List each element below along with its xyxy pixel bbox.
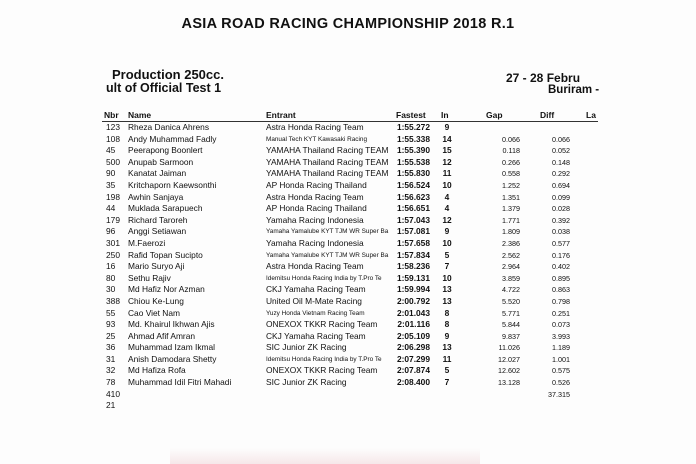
cell-in: 10 [442, 179, 452, 190]
cell-name: Anupab Sarmoon [128, 156, 194, 167]
cell-gap: 1.771 [502, 215, 520, 225]
cell-name: Sethu Rajiv [128, 272, 171, 283]
cell-entrant: Astra Honda Racing Team [266, 122, 364, 132]
table-row [0, 308, 696, 320]
cell-fastest: 1:56.623 [396, 191, 430, 202]
cell-entrant: Yamaha Yamalube KYT TJM WR Super Ba [266, 228, 389, 236]
cell-gap: 13.128 [498, 378, 520, 388]
cell-name: Cao Viet Nam [128, 307, 180, 318]
cell-nbr: 21 [106, 400, 116, 411]
cell-name: Muhammad Idil Fitri Mahadi [128, 377, 232, 388]
cell-nbr: 44 [106, 203, 116, 214]
cell-nbr: 25 [106, 330, 116, 341]
cell-in: 4 [444, 191, 450, 202]
cell-diff: 0.798 [552, 296, 570, 306]
cell-in: 13 [442, 295, 452, 306]
cell-diff: 3.993 [552, 331, 570, 341]
cell-entrant: Yuzy Honda Vietnam Racing Team [266, 309, 365, 317]
cell-gap: 0.558 [502, 169, 520, 179]
cell-name: Awhin Sanjaya [128, 191, 184, 202]
cell-entrant: Yamaha Yamalube KYT TJM WR Super Ba [266, 251, 389, 259]
cell-entrant: AP Honda Racing Thailand [266, 203, 367, 214]
cell-fastest: 1:55.390 [396, 145, 430, 156]
cell-diff: 0.575 [552, 366, 570, 376]
results-table-body [0, 122, 696, 412]
cell-in: 15 [442, 145, 452, 156]
cell-name: Ahmad Afif Amran [128, 330, 196, 341]
cell-in: 13 [442, 342, 452, 353]
cell-name: Md Hafiz Nor Azman [128, 284, 205, 295]
cell-fastest: 1:55.272 [396, 122, 430, 132]
cell-in: 11 [442, 168, 452, 179]
cell-nbr: 179 [106, 214, 120, 225]
table-row [0, 168, 696, 180]
cell-fastest: 1:58.236 [396, 261, 430, 272]
bottom-blur [170, 448, 480, 464]
table-row [0, 284, 696, 296]
cell-nbr: 55 [106, 307, 116, 318]
cell-entrant: ONEXOX TKKR Racing Team [266, 319, 378, 330]
header-nbr: Nbr [104, 110, 119, 120]
cell-in: 14 [442, 133, 452, 144]
cell-gap: 0.066 [502, 134, 520, 144]
event-venue: Buriram - [548, 84, 600, 96]
header-diff: Diff [540, 110, 555, 120]
cell-diff: 0.292 [552, 169, 570, 179]
cell-diff: 37.315 [548, 389, 570, 399]
cell-diff: 0.052 [552, 146, 570, 156]
table-row [0, 389, 696, 401]
cell-nbr: 78 [106, 377, 116, 388]
cell-diff: 0.066 [552, 134, 570, 144]
cell-fastest: 1:55.830 [396, 168, 430, 179]
cell-entrant: SIC Junior ZK Racing [266, 377, 347, 388]
cell-gap: 2.562 [502, 250, 520, 260]
cell-name: Andy Muhammad Fadly [128, 133, 217, 144]
cell-fastest: 2:01.116 [397, 319, 430, 330]
cell-nbr: 500 [106, 156, 120, 167]
table-row [0, 331, 696, 343]
header-fastest: Fastest [396, 110, 426, 120]
table-row [0, 215, 696, 227]
cell-in: 9 [444, 330, 450, 341]
cell-gap: 1.252 [502, 180, 520, 190]
cell-nbr: 90 [106, 168, 116, 179]
cell-name: Anggi Setiawan [128, 226, 187, 237]
cell-nbr: 16 [106, 261, 116, 272]
cell-fastest: 1:57.043 [396, 214, 430, 225]
cell-fastest: 1:57.658 [396, 237, 430, 248]
cell-nbr: 123 [106, 122, 120, 132]
cell-entrant: United Oil M-Mate Racing [266, 295, 362, 306]
cell-gap: 9.837 [502, 331, 520, 341]
cell-name: Muklada Sarapuech [128, 203, 203, 214]
cell-fastest: 2:05.109 [396, 330, 430, 341]
cell-fastest: 2:08.400 [396, 377, 430, 388]
cell-gap: 2.964 [502, 262, 520, 272]
cell-diff: 0.392 [552, 215, 570, 225]
cell-entrant: AP Honda Racing Thailand [266, 179, 367, 190]
cell-entrant: YAMAHA Thailand Racing TEAM [266, 156, 389, 167]
cell-in: 5 [444, 249, 450, 260]
cell-entrant: SIC Junior ZK Racing [266, 342, 347, 353]
cell-in: 12 [442, 214, 452, 225]
cell-diff: 0.402 [552, 262, 570, 272]
cell-name: Kritchaporn Kaewsonthi [128, 179, 217, 190]
table-row [0, 157, 696, 169]
cell-in: 11 [442, 353, 452, 364]
cell-in: 7 [444, 261, 450, 272]
cell-diff: 0.038 [552, 227, 570, 237]
cell-diff: 0.099 [552, 192, 570, 202]
cell-entrant: Manual Tech KYT Kawasaki Racing [266, 135, 368, 143]
cell-nbr: 388 [106, 295, 120, 306]
cell-fastest: 1:55.538 [396, 156, 430, 167]
cell-gap: 0.266 [502, 157, 520, 167]
table-row [0, 342, 696, 354]
table-row [0, 400, 696, 412]
cell-fastest: 2:01.043 [396, 307, 430, 318]
cell-in: 5 [444, 365, 450, 376]
cell-nbr: 36 [106, 342, 116, 353]
cell-fastest: 2:06.298 [396, 342, 430, 353]
cell-fastest: 1:57.834 [396, 249, 430, 260]
table-row [0, 261, 696, 273]
cell-diff: 0.148 [552, 157, 570, 167]
cell-nbr: 31 [106, 353, 116, 364]
table-row [0, 203, 696, 215]
cell-nbr: 108 [106, 133, 120, 144]
table-row [0, 377, 696, 389]
cell-name: M.Faerozi [128, 237, 166, 248]
cell-name: Md. Khairul Ikhwan Ajis [128, 319, 215, 330]
cell-diff: 0.863 [552, 285, 570, 295]
cell-entrant: YAMAHA Thailand Racing TEAM [266, 145, 389, 156]
header-in: In [441, 110, 449, 120]
cell-entrant: Astra Honda Racing Team [266, 261, 364, 272]
cell-gap: 12.027 [498, 354, 520, 364]
event-dates: 27 - 28 Febru [506, 71, 581, 85]
cell-gap: 0.118 [502, 146, 520, 156]
cell-entrant: Idemitsu Honda Racing India by T.Pro Te [266, 355, 382, 363]
cell-fastest: 1:59.994 [396, 284, 430, 295]
cell-fastest: 1:56.651 [396, 203, 430, 214]
cell-diff: 0.176 [552, 250, 570, 260]
cell-gap: 11.026 [498, 343, 520, 353]
table-row [0, 180, 696, 192]
cell-diff: 0.694 [552, 180, 570, 190]
header-gap: Gap [486, 110, 503, 120]
header-entrant: Entrant [266, 110, 296, 120]
table-row [0, 145, 696, 157]
cell-fastest: 1:56.524 [396, 179, 430, 190]
cell-name: Rheza Danica Ahrens [128, 122, 210, 132]
table-row [0, 192, 696, 204]
table-row [0, 296, 696, 308]
cell-gap: 1.809 [502, 227, 520, 237]
cell-name: Mario Suryo Aji [128, 261, 185, 272]
cell-in: 4 [444, 203, 450, 214]
cell-entrant: CKJ Yamaha Racing Team [266, 284, 366, 295]
cell-gap: 4.722 [502, 285, 520, 295]
table-row [0, 226, 696, 238]
cell-nbr: 96 [106, 226, 116, 237]
cell-gap: 1.379 [502, 204, 520, 214]
cell-in: 7 [444, 377, 450, 388]
cell-gap: 5.844 [502, 320, 520, 330]
cell-gap: 2.386 [502, 238, 520, 248]
cell-entrant: Yamaha Racing Indonesia [266, 237, 364, 248]
header-extra: La [586, 110, 596, 120]
table-row [0, 365, 696, 377]
cell-in: 12 [442, 156, 452, 167]
table-row [0, 122, 696, 134]
cell-diff: 0.073 [552, 320, 570, 330]
cell-gap: 1.351 [502, 192, 520, 202]
cell-in: 10 [442, 272, 452, 283]
cell-entrant: Yamaha Racing Indonesia [266, 214, 364, 225]
cell-diff: 0.526 [552, 378, 570, 388]
cell-name: Muhammad Izam Ikmal [128, 342, 216, 353]
cell-gap: 12.602 [498, 366, 520, 376]
cell-diff: 0.895 [552, 273, 570, 283]
cell-fastest: 1:55.338 [396, 133, 430, 144]
cell-fastest: 2:07.874 [396, 365, 430, 376]
cell-name: Richard Taroreh [128, 214, 188, 225]
cell-diff: 1.001 [552, 354, 570, 364]
session-subtitle: ult of Official Test 1 [106, 81, 222, 95]
cell-nbr: 35 [106, 179, 116, 190]
cell-entrant: ONEXOX TKKR Racing Team [266, 365, 378, 376]
table-row [0, 319, 696, 331]
cell-nbr: 93 [106, 319, 116, 330]
cell-name: Kanatat Jaiman [128, 168, 187, 179]
cell-entrant: Astra Honda Racing Team [266, 191, 364, 202]
cell-nbr: 30 [106, 284, 116, 295]
cell-entrant: CKJ Yamaha Racing Team [266, 330, 366, 341]
cell-entrant: YAMAHA Thailand Racing TEAM [266, 168, 389, 179]
cell-fastest: 1:57.081 [396, 226, 430, 237]
class-name: Production 250cc. [112, 67, 224, 82]
cell-gap: 5.771 [502, 308, 520, 318]
table-row [0, 250, 696, 262]
cell-gap: 3.859 [502, 273, 520, 283]
cell-nbr: 198 [106, 191, 120, 202]
cell-nbr: 32 [106, 365, 116, 376]
cell-fastest: 2:07.299 [396, 353, 430, 364]
cell-nbr: 410 [106, 388, 120, 399]
cell-in: 9 [444, 226, 450, 237]
cell-nbr: 250 [106, 249, 120, 260]
cell-in: 8 [444, 307, 450, 318]
cell-nbr: 80 [106, 272, 116, 283]
cell-name: Md Hafiza Rofa [128, 365, 186, 376]
cell-name: Peerapong Boonlert [128, 145, 203, 156]
header-name: Name [128, 110, 152, 120]
cell-name: Rafid Topan Sucipto [128, 249, 203, 260]
document-title: ASIA ROAD RACING CHAMPIONSHIP 2018 R.1 [181, 16, 515, 32]
cell-fastest: 2:00.792 [396, 295, 430, 306]
table-row [0, 238, 696, 250]
cell-nbr: 45 [106, 145, 116, 156]
cell-name: Chiou Ke-Lung [128, 295, 184, 306]
cell-entrant: Idemitsu Honda Racing India by T.Pro Te [266, 274, 382, 282]
cell-diff: 1.189 [552, 343, 570, 353]
cell-in: 9 [444, 122, 450, 132]
cell-diff: 0.577 [552, 238, 570, 248]
cell-in: 8 [444, 319, 450, 330]
cell-fastest: 1:59.131 [396, 272, 430, 283]
cell-diff: 0.028 [552, 204, 570, 214]
cell-gap: 5.520 [502, 296, 520, 306]
table-row [0, 273, 696, 285]
table-row [0, 134, 696, 146]
cell-name: Anish Damodara Shetty [128, 353, 217, 364]
cell-in: 13 [442, 284, 452, 295]
cell-nbr: 301 [106, 237, 120, 248]
cell-diff: 0.251 [552, 308, 570, 318]
table-row [0, 354, 696, 366]
cell-in: 10 [442, 237, 452, 248]
